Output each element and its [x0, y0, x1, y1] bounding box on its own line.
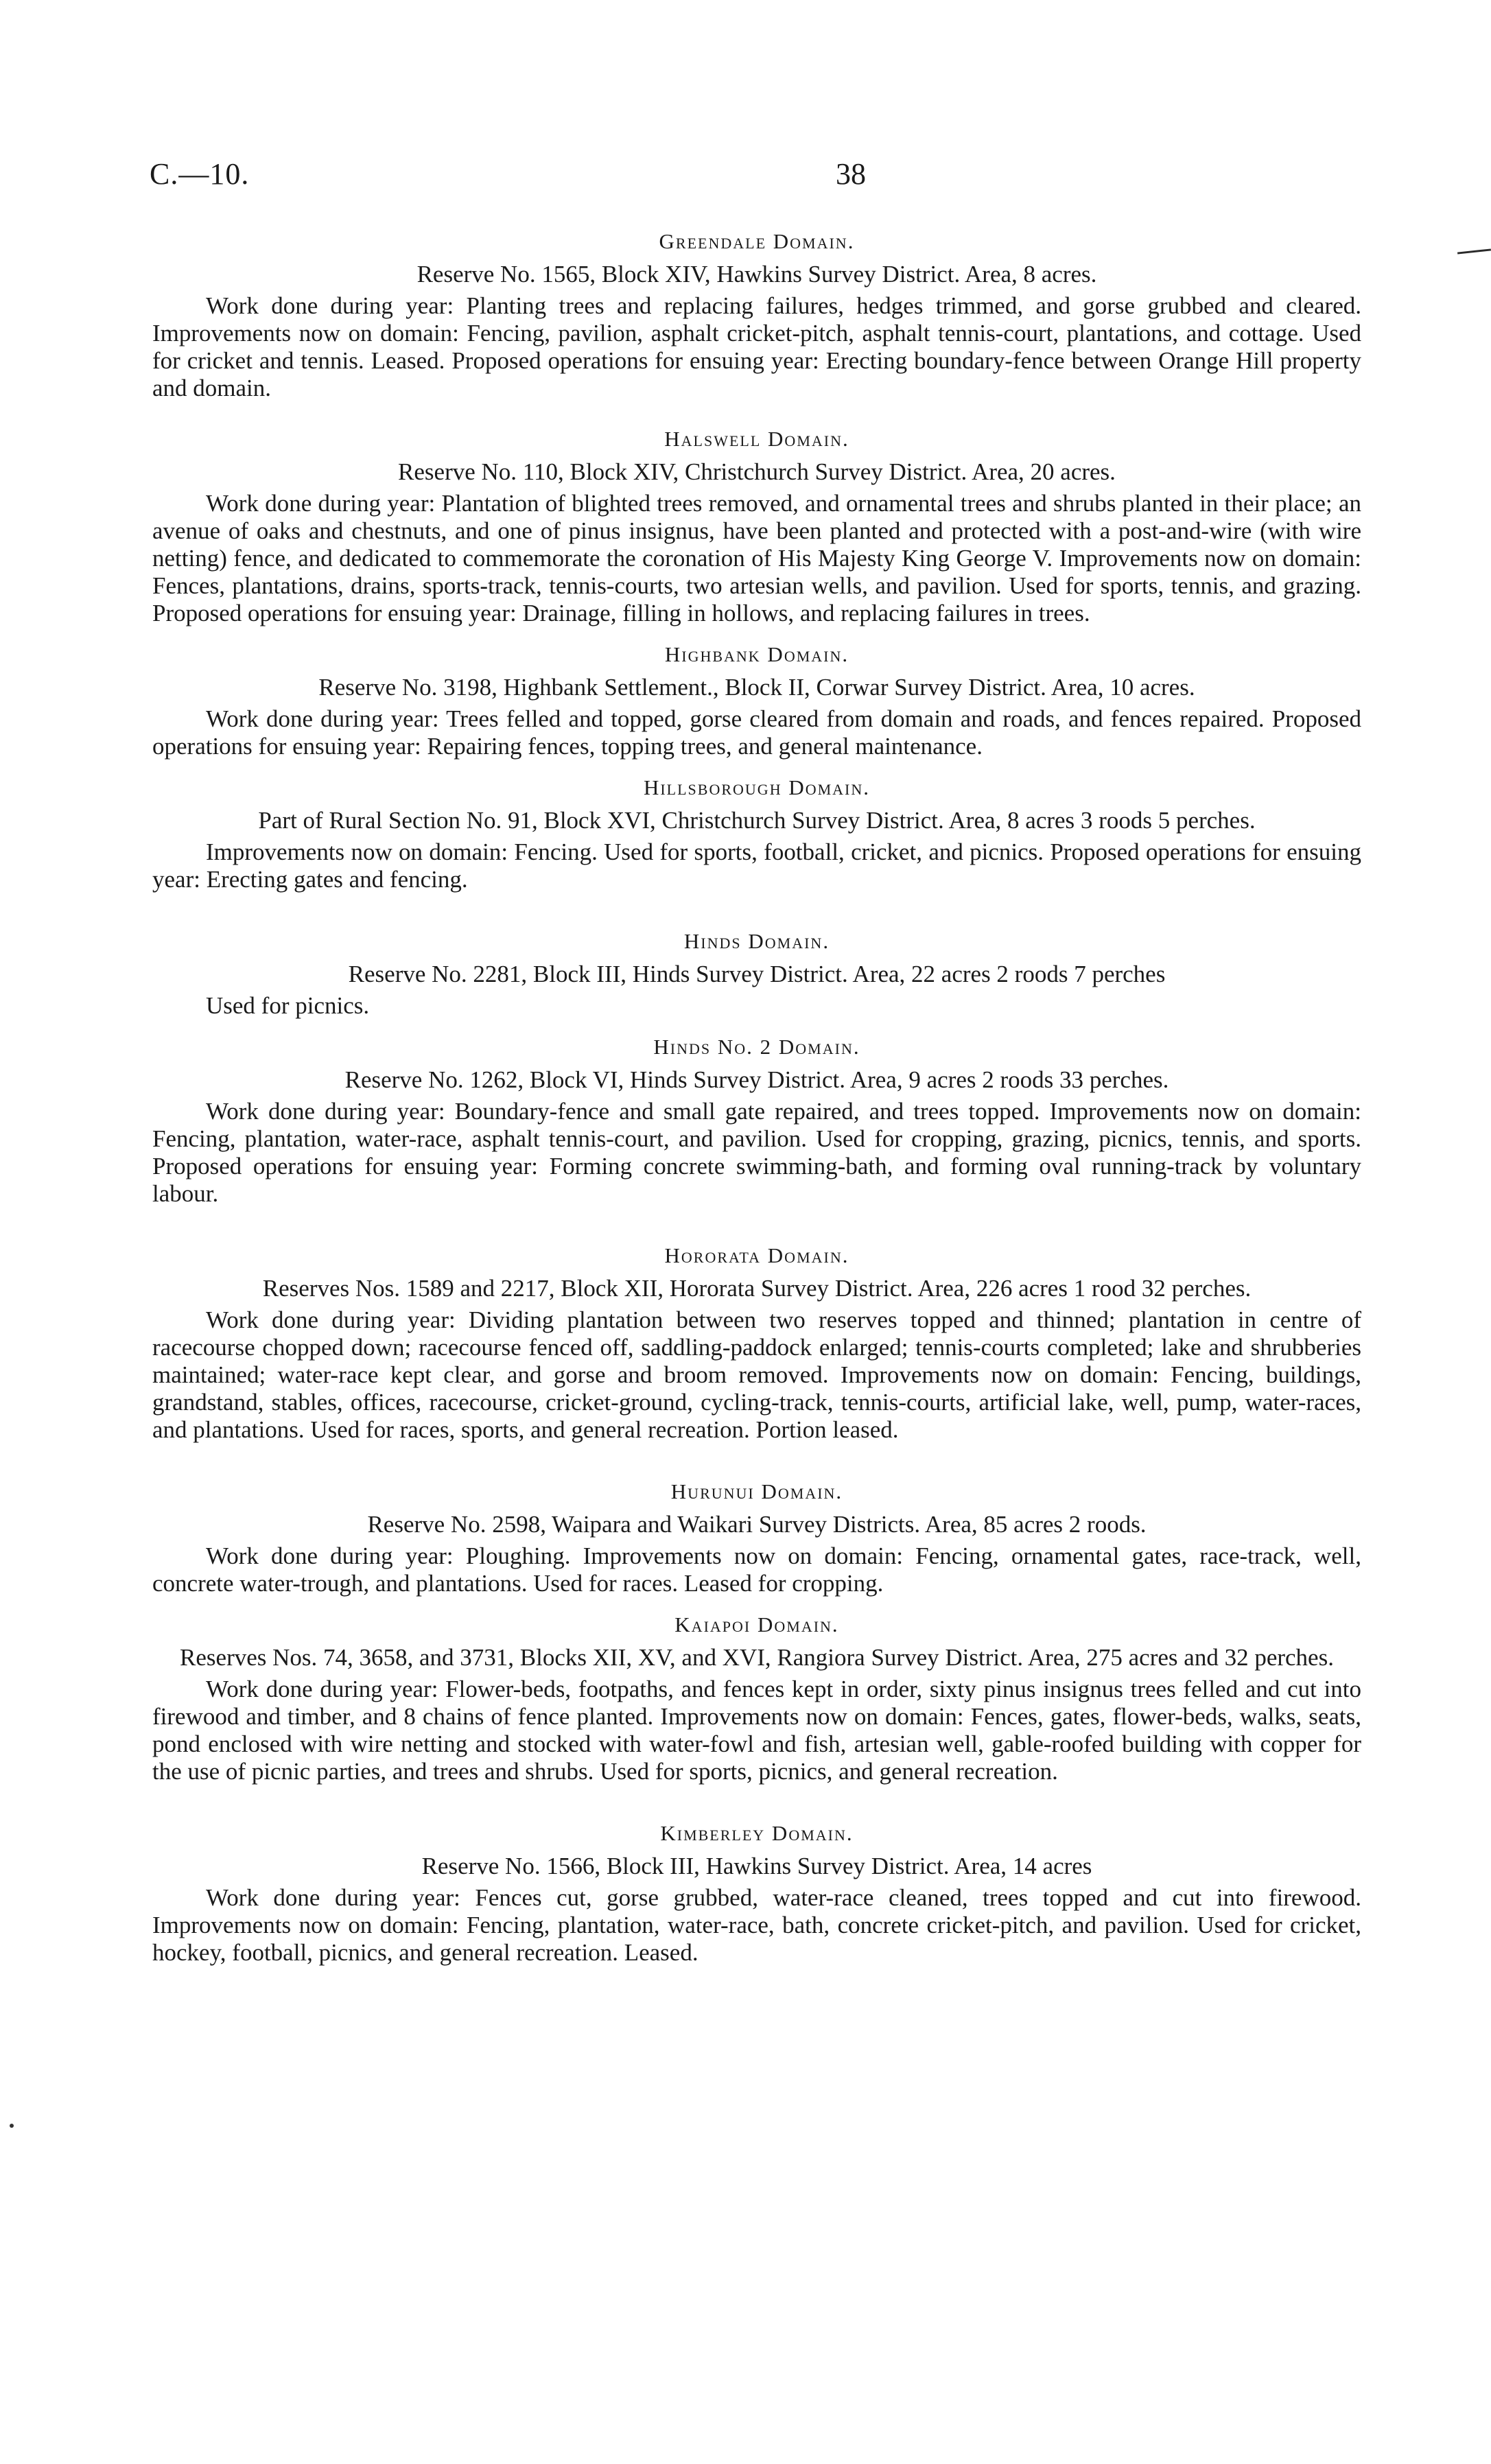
- section-title: Hillsborough Domain.: [643, 775, 871, 799]
- domain-section-hurunui: [152, 1478, 1361, 1597]
- margin-dot: [10, 2124, 14, 2128]
- section-body: Work done during year: Boundary-fence and small gate repaired, and trees topped. Improvements now on domain: Fencing, plantation, water-race, asphalt tennis-court, and pavilion. Used for cropping, grazing, picnics, tennis, and sports. Proposed operations for ensuing year: Forming concrete swimming-bath, and forming oval running-track by voluntary labour.: [152, 1098, 1361, 1207]
- reserve-details: Reserves Nos. 74, 3658, and 3731, Blocks XII, XV, and XVI, Rangiora Survey District. Area, 275 acres and 32 perches.: [180, 1644, 1334, 1671]
- section-title: Greendale Domain.: [659, 229, 855, 253]
- section-body: Work done during year: Ploughing. Improvements now on domain: Fencing, ornamental gates, race-track, well, concrete water-trough, and plantations. Used for races. Leased for cropping.: [152, 1542, 1361, 1597]
- section-body: Used for picnics.: [206, 992, 370, 1019]
- reserve-details: Reserve No. 110, Block XIV, Christchurch Survey District. Area, 20 acres.: [398, 458, 1116, 485]
- section-body: Work done during year: Plantation of blighted trees removed, and ornamental trees and shrubs planted in their place; an avenue of oaks and chestnuts, and one of pinus insignus, have been planted and protected with a post-and-wire (with wire netting) fence, and dedicated to commemorate the coronation of His Majesty King George V. Improvements now on domain: Fences, plantations, drains, sports-track, tennis-courts, two artesian wells, and pavilion. Used for sports, tennis, and grazing. Proposed operations for ensuing year: Drainage, filling in hollows, and replacing failures in trees.: [152, 490, 1361, 626]
- parliamentary-paper-reference: C.—10.: [150, 157, 250, 191]
- domain-section-hororata: [152, 1242, 1361, 1444]
- page-header: [150, 156, 1364, 198]
- section-body: Improvements now on domain: Fencing. Used for sports, football, cricket, and picnics. Proposed operations for ensuing year: Erecting gates and fencing.: [152, 838, 1361, 893]
- section-title: Hinds Domain.: [683, 929, 830, 953]
- section-body: Work done during year: Dividing plantation between two reserves topped and thinned; plantation in centre of racecourse chopped down; racecourse fenced off, saddling-paddock enlarged; tennis-courts completed; lake and shrubberies maintained; water-race kept clear, and gorse and broom removed. Improvements now on domain: Fencing, buildings, grandstand, stables, offices, racecourse, cricket-ground, cycling-track, tennis-courts, artificial lake, well, pump, water-races, and plantations. Used for races, sports, and general recreation. Portion leased.: [152, 1306, 1361, 1443]
- domain-section-hillsborough: [152, 774, 1361, 893]
- section-body: Work done during year: Flower-beds, footpaths, and fences kept in order, sixty pinus insignus trees felled and cut into firewood and timber, and 8 chains of fence planted. Improvements now on domain: Fences, gates, flower-beds, walks, seats, pond enclosed with wire netting and stocked with water-fowl and fish, artesian well, gable-roofed building with copper for the use of picnic parties, and trees and shrubs. Used for sports, picnics, and general recreation.: [152, 1676, 1361, 1785]
- section-body: Work done during year: Fences cut, gorse grubbed, water-race cleaned, trees topped and cut into firewood. Improvements now on domain: Fencing, plantation, water-race, bath, concrete cricket-pitch, and pavilion. Used for cricket, hockey, football, picnics, and general recreation. Leased.: [152, 1884, 1361, 1966]
- section-title: Hinds No. 2 Domain.: [653, 1035, 860, 1059]
- reserve-details: Reserve No. 1566, Block III, Hawkins Survey District. Area, 14 acres: [421, 1853, 1092, 1879]
- domain-section-hinds-no-2: [152, 1033, 1361, 1208]
- domain-section-greendale: [152, 228, 1361, 402]
- section-title: Hororata Domain.: [664, 1243, 849, 1267]
- reserve-details: Part of Rural Section No. 91, Block XVI, Christchurch Survey District. Area, 8 acres 3 roods 5 perches.: [258, 807, 1256, 834]
- reserve-details: Reserve No. 3198, Highbank Settlement., Block II, Corwar Survey District. Area, 10 acres.: [318, 674, 1195, 701]
- section-body: Work done during year: Trees felled and topped, gorse cleared from domain and roads, and fences repaired. Proposed operations for ensuing year: Repairing fences, topping trees, and general maintenance.: [152, 705, 1361, 760]
- section-body: Work done during year: Planting trees and replacing failures, hedges trimmed, and gorse grubbed and cleared. Improvements now on domain: Fencing, pavilion, asphalt cricket-pitch, asphalt tennis-court, plantations, and cottage. Used for cricket and tennis. Leased. Proposed operations for ensuing year: Erecting boundary-fence between Orange Hill property and domain.: [152, 292, 1361, 401]
- page-number: 38: [836, 157, 866, 191]
- reserve-details: Reserve No. 1565, Block XIV, Hawkins Survey District. Area, 8 acres.: [416, 261, 1097, 288]
- section-title: Hurunui Domain.: [670, 1479, 843, 1503]
- section-title: Kimberley Domain.: [660, 1821, 854, 1845]
- reserve-details: Reserve No. 1262, Block VI, Hinds Survey District. Area, 9 acres 2 roods 33 perches.: [344, 1066, 1169, 1093]
- domain-section-highbank: [152, 641, 1361, 760]
- reserve-details: Reserves Nos. 1589 and 2217, Block XII, Hororata Survey District. Area, 226 acres 1 rood 32 perches.: [262, 1275, 1252, 1302]
- reserve-details: Reserve No. 2281, Block III, Hinds Survey District. Area, 22 acres 2 roods 7 perches: [348, 961, 1166, 987]
- reserve-details: Reserve No. 2598, Waipara and Waikari Survey Districts. Area, 85 acres 2 roods.: [367, 1511, 1147, 1538]
- margin-mark: [1457, 248, 1491, 254]
- page-body: [152, 228, 1361, 1967]
- domain-section-hinds: [152, 928, 1361, 1020]
- domain-section-halswell: [152, 425, 1361, 627]
- domain-section-kaiapoi: [152, 1611, 1361, 1785]
- section-title: Halswell Domain.: [664, 427, 849, 451]
- section-title: Highbank Domain.: [664, 642, 849, 666]
- section-title: Kaiapoi Domain.: [674, 1612, 839, 1636]
- domain-section-kimberley: [152, 1820, 1361, 1967]
